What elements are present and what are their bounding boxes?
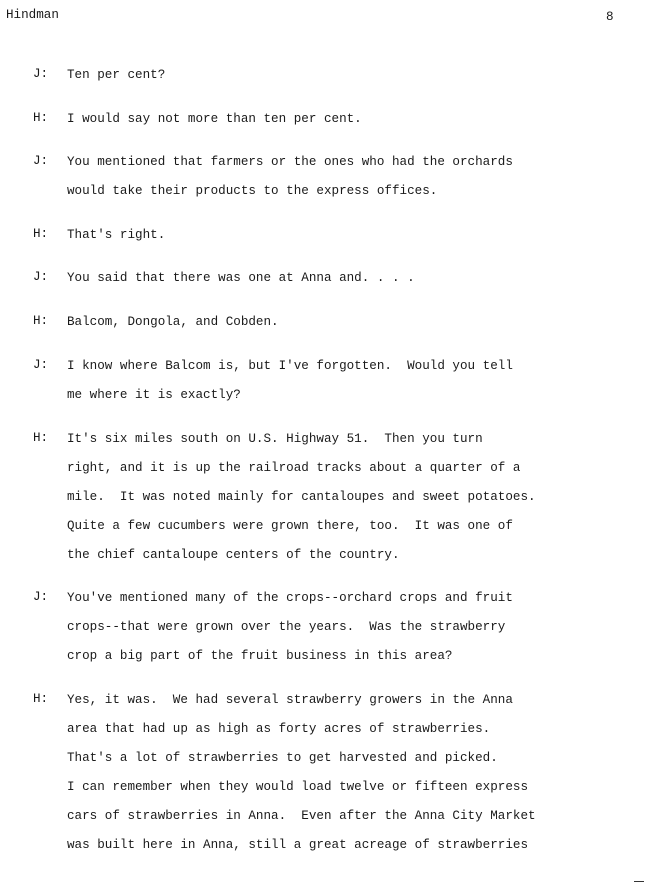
text-line: You said that there was one at Anna and. . . . [67,271,415,285]
text-line: I know where Balcom is, but I've forgotten. Would you tell [67,359,513,373]
speaker-label: J: [33,270,49,284]
speaker-label: H: [33,111,49,125]
entry-text [67,692,637,866]
text-line: That's a lot of strawberries to get harvested and picked. [67,751,498,765]
text-line: right, and it is up the railroad tracks about a quarter of a [67,461,521,475]
text-line: area that had up as high as forty acres of strawberries. [67,722,491,736]
text-line: crops--that were grown over the years. Was the strawberry [67,620,506,634]
speaker-label: J: [33,67,49,81]
entry-text [67,358,637,416]
text-line: the chief cantaloupe centers of the country. [67,548,400,562]
entry-text [67,227,637,256]
page-header-name: Hindman [6,8,59,22]
speaker-label: J: [33,358,49,372]
text-line: You mentioned that farmers or the ones who had the orchards [67,155,513,169]
text-line: me where it is exactly? [67,388,241,402]
text-line: I would say not more than ten per cent. [67,112,362,126]
text-line: It's six miles south on U.S. Highway 51. Then you turn [67,432,483,446]
text-line: I can remember when they would load twelve or fifteen express [67,780,529,794]
text-line: That's right. [67,228,166,242]
text-line: was built here in Anna, still a great acreage of strawberries [67,838,529,852]
entry-text [67,270,637,299]
page-number: 8 [606,10,614,24]
speaker-label: J: [33,154,49,168]
text-line: mile. It was noted mainly for cantaloupes and sweet potatoes. [67,490,536,504]
text-line: cars of strawberries in Anna. Even after the Anna City Market [67,809,536,823]
entry-text [67,67,637,96]
scan-edge-mark [634,881,644,882]
speaker-label: J: [33,590,49,604]
entry-text [67,314,637,343]
text-line: would take their products to the express offices. [67,184,438,198]
entry-text [67,431,637,576]
text-line: crop a big part of the fruit business in this area? [67,649,453,663]
entry-text [67,111,637,140]
text-line: Balcom, Dongola, and Cobden. [67,315,279,329]
text-line: You've mentioned many of the crops--orchard crops and fruit [67,591,513,605]
entry-text [67,590,637,677]
speaker-label: H: [33,692,49,706]
entry-text [67,154,637,212]
speaker-label: H: [33,227,49,241]
speaker-label: H: [33,431,49,445]
text-line: Yes, it was. We had several strawberry growers in the Anna [67,693,513,707]
text-line: Quite a few cucumbers were grown there, too. It was one of [67,519,513,533]
speaker-label: H: [33,314,49,328]
text-line: Ten per cent? [67,68,166,82]
